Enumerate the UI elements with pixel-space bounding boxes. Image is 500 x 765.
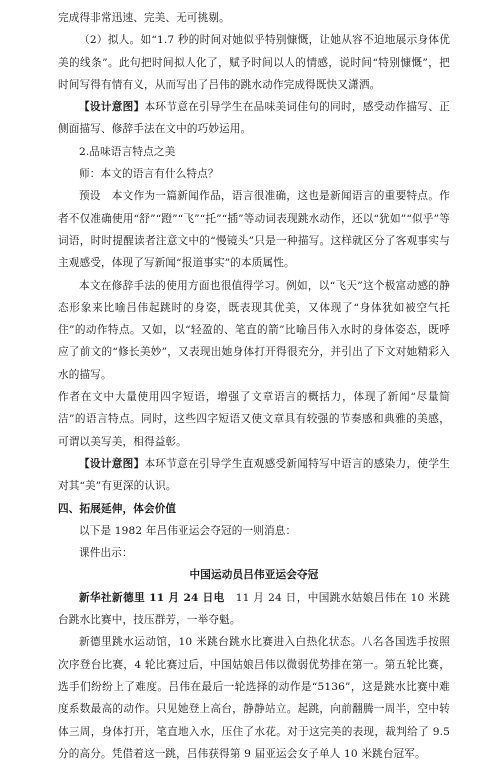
section-heading: 四、拓展延伸，体会价值 — [58, 502, 177, 515]
news-lead — [58, 587, 450, 632]
paragraph: （2）拟人。如“1.7 秒的时间对她似乎特别慷慨，让她从容不迫地展示身体优美的线条”。此句把时间拟人化了，赋予时间以人的情感，说时间“特别慷慨”，把时间写得有情有义，从而写出了吕伟的跳水动作完成得既快又潇洒。 — [58, 34, 450, 91]
design-intent-text: 本环节意在引导学生直观感受新闻特写中语言的感染力，使学生对其“美”有更深的认识。 — [58, 457, 450, 493]
paragraph: 师：本文的语言有什么特点？ — [79, 168, 219, 181]
document-page — [58, 0, 450, 765]
design-intent-paragraph — [58, 96, 450, 141]
news-dateline: 新华社新德里 11 月 24 日电 — [79, 591, 225, 604]
paragraph: 以下是 1982 年吕伟亚运会夺冠的一则消息： — [79, 524, 297, 537]
paragraph: 课件出示： — [79, 547, 133, 560]
news-lead-text: 11 月 24 日，中国跳水姑娘吕伟在 10 米跳台跳水比赛中，技压群芳，一举夺魁。 — [58, 591, 450, 627]
design-intent-label: 【设计意图】 — [79, 101, 145, 114]
paragraph: 作者在文中大量使用四字短语，增强了文章语言的概括力，体现了新闻“尽量简洁”的语言特点。同时，这些四字短语又使文章具有较强的节奏感和典雅的美感，可谓以美写美，相得益彰。 — [58, 391, 450, 448]
subsection-heading: 2.品味语言特点之美 — [79, 145, 176, 158]
paragraph: 本文在修辞手法的使用方面也很值得学习。例如，以“飞天”这个极富动感的静态形象来比喻吕伟起跳时的身姿，既表现其优美，又体现了“身体犹如被空气托住”的动作特点。又如，以“轻盈的、笔直的箭”比喻吕伟入水时的身体姿态，既呼应了前文的“修长美妙”，又表现出她身体打开得很充分，并引出了下文对她精彩入水的描写。 — [58, 279, 450, 381]
paragraph: 完成得非常迅速、完美、无可挑剔。 — [58, 12, 230, 24]
design-intent-text: 本环节意在引导学生在品味美词佳句的同时，感受动作描写、正侧面描写、修辞手法在文中的巧妙运用。 — [58, 101, 450, 136]
design-intent-label: 【设计意图】 — [79, 457, 145, 470]
news-headline: 中国运动员吕伟亚运会夺冠 — [189, 569, 319, 582]
paragraph: 预设 本文作为一篇新闻作品，语言很准确，这也是新闻语言的重要特点。作者不仅准确使用“舒”“蹬”“飞”“托”“插”等动词表现跳水动作，还以“犹如”“似乎”等词语，时时提醒读者注意文中的“慢镜头”只是一种描写。这样就区分了客观事实与主观感受，体现了写新闻“报道事实”的本质属性。 — [58, 190, 450, 270]
design-intent-paragraph — [58, 453, 450, 498]
news-body: 新德里跳水运动馆，10 米跳台跳水比赛进入白热化状态。八名各国选手按照次序登台比赛，4 轮比赛过后，中国姑娘吕伟以微弱优势排在第一。第五轮比赛，选手们纷纷上了难度。吕伟在最后一轮选择的动作是“5136”，这是跳水比赛中难度系数最高的动作。只见她登上高台，静静站立。起跳，向前翻腾一周半，空中转体三周，身体打开，笔直地入水，压住了水花。对于这完美的表现，裁判给了 9.5 分的高分。凭借着这一跳，吕伟获得第 9 届亚运会女子单人 10 米跳台冠军。 — [58, 636, 450, 760]
